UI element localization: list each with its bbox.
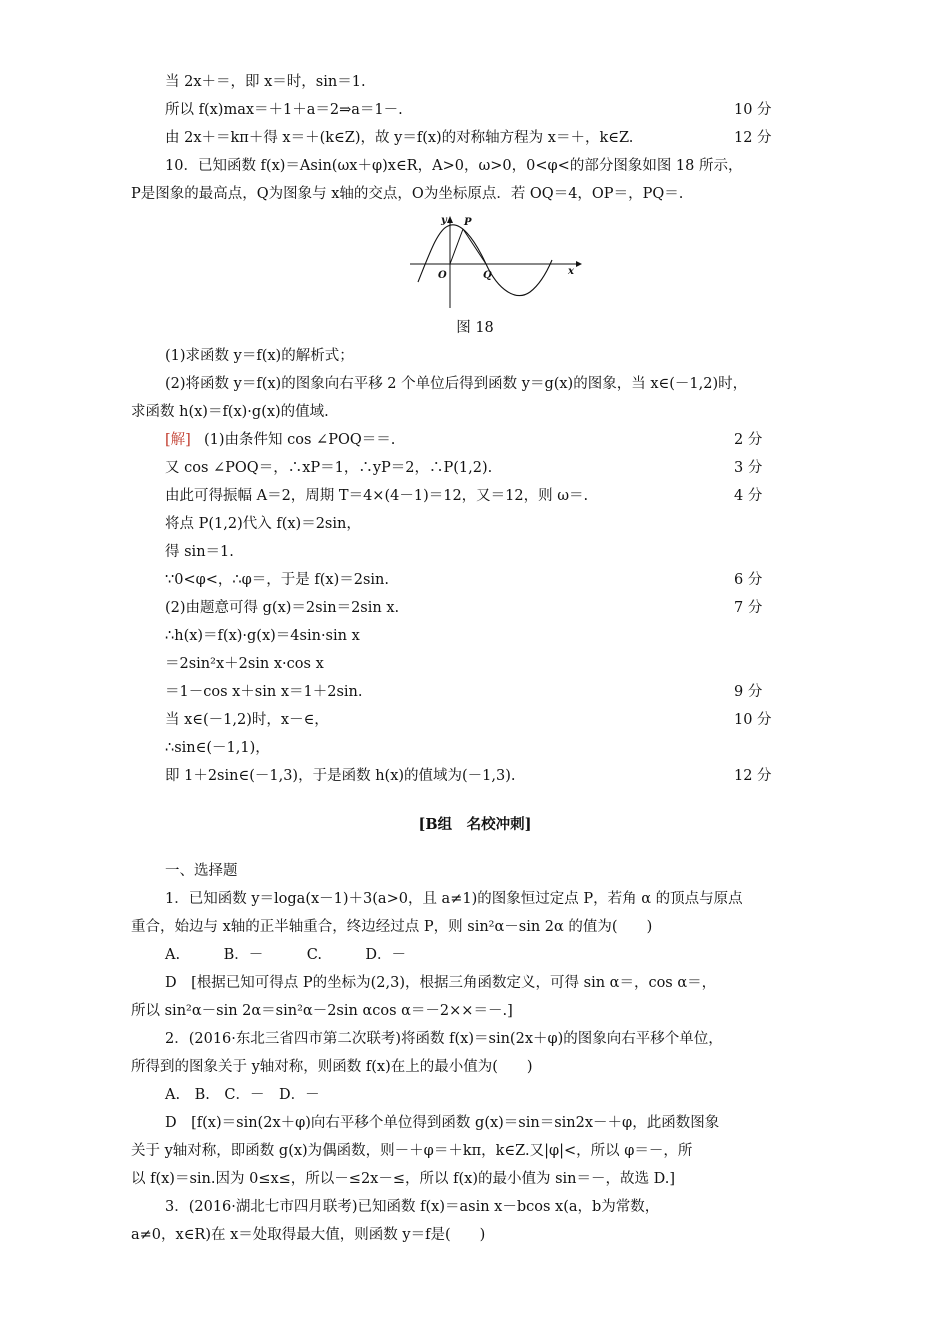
- solution-line-2: 又 cos ∠POQ＝，∴xP＝1，∴yP＝2，∴P(1,2).: [165, 460, 493, 476]
- solution-line-9: ＝2sin²x＋2sin x·cos x: [165, 656, 324, 672]
- question-10-sub-2-line-1: (2)将函数 y＝f(x)的图象向右平移 2 个单位后得到函数 y＝g(x)的图象，当 x∈(－1,2)时，: [165, 376, 748, 392]
- question-2-options: A. B. C．－ D．－: [165, 1087, 320, 1103]
- solution-line-13: 即 1＋2sin∈(－1,3)，于是函数 h(x)的值域为(－1,3).: [165, 768, 516, 784]
- solution-tag: [解]: [165, 432, 191, 448]
- solution-line-10: ＝1－cos x＋sin x＝1＋2sin.: [165, 684, 363, 700]
- segment-op: [450, 229, 463, 264]
- solution-line-4: 将点 P(1,2)代入 f(x)＝2sin，: [165, 516, 361, 532]
- solution-line-6: ∵0<φ<，∴φ＝，于是 f(x)＝2sin.: [165, 572, 389, 588]
- part-title: 一、选择题: [165, 863, 238, 879]
- question-1-line-2: 重合，始边与 x轴的正半轴重合，终边经过点 P，则 sin²α－sin 2α 的值为( ): [131, 919, 653, 935]
- solution-line-5: 得 sin＝1.: [165, 544, 234, 560]
- figure-caption: 图 18: [456, 320, 494, 336]
- solution-line-1: (1)由条件知 cos ∠POQ＝＝.: [204, 432, 396, 448]
- label-x: x: [568, 266, 574, 277]
- label-o: O: [438, 270, 447, 281]
- answer-2-line-2: 关于 y轴对称，即函数 g(x)为偶函数，则－＋φ＝＋kπ，k∈Z.又|φ|<，所以 φ＝－，所: [131, 1143, 693, 1159]
- line-top-1: 当 2x＋＝，即 x＝时，sin＝1.: [165, 74, 366, 90]
- solution-points-11: 10 分: [734, 712, 772, 728]
- label-y: y: [441, 215, 447, 226]
- question-2-line-1: 2．(2016·东北三省四市第二次联考)将函数 f(x)＝sin(2x＋φ)的图象向右平移个单位，: [165, 1031, 723, 1047]
- solution-line-8: ∴h(x)＝f(x)·g(x)＝4sin·sin x: [165, 628, 360, 644]
- question-2-line-2: 所得到的图象关于 y轴对称，则函数 f(x)在上的最小值为( ): [131, 1059, 533, 1075]
- y-axis-arrow: [447, 216, 453, 223]
- question-10-sub-1: (1)求函数 y＝f(x)的解析式；: [165, 348, 354, 364]
- solution-points-2: 3 分: [734, 460, 763, 476]
- answer-2-line-1: D [f(x)＝sin(2x＋φ)向右平移个单位得到函数 g(x)＝sin＝sin2x－＋φ，此函数图象: [165, 1115, 720, 1131]
- solution-points-3: 4 分: [734, 488, 763, 504]
- figure-18-graph: [408, 212, 583, 312]
- solution-points-10: 9 分: [734, 684, 763, 700]
- solution-line-12: ∴sin∈(－1,1)，: [165, 740, 270, 756]
- sine-curve: [418, 225, 552, 296]
- line-top-3: 由 2x＋＝kπ＋得 x＝＋(k∈Z)，故 y＝f(x)的对称轴方程为 x＝＋，k∈Z.: [165, 130, 634, 146]
- line-top-2: 所以 f(x)max＝＋1＋a＝2⇒a＝1－.: [165, 102, 403, 118]
- question-3-line-2: a≠0，x∈R)在 x＝处取得最大值，则函数 y＝f是( ): [131, 1227, 486, 1243]
- solution-points-13: 12 分: [734, 768, 772, 784]
- solution-points-6: 6 分: [734, 572, 763, 588]
- section-title: [B组 名校冲刺]: [418, 816, 532, 833]
- question-10-sub-2-line-2: 求函数 h(x)＝f(x)·g(x)的值域.: [131, 404, 329, 420]
- question-10-line-2: P是图象的最高点，Q为图象与 x轴的交点，O为坐标原点．若 OQ＝4，OP＝，PQ＝.: [131, 186, 684, 202]
- answer-2-line-3: 以 f(x)＝sin.因为 0≤x≤，所以－≤2x－≤，所以 f(x)的最小值为 sin＝－，故选 D.]: [131, 1171, 675, 1187]
- points-top-3: 12 分: [734, 130, 772, 146]
- label-q: Q: [483, 270, 492, 281]
- question-1-options: A. B．－ C. D．－: [165, 947, 407, 963]
- solution-line-3: 由此可得振幅 A＝2，周期 T＝4×(4－1)＝12，又＝12，则 ω＝.: [165, 488, 589, 504]
- solution-line-7: (2)由题意可得 g(x)＝2sin＝2sin x.: [165, 600, 400, 616]
- label-p: P: [464, 217, 472, 228]
- x-axis-arrow: [576, 261, 582, 267]
- question-10-line-1: 10．已知函数 f(x)＝Asin(ωx＋φ)x∈R，A>0，ω>0，0<φ<的部分图象如图 18 所示，: [165, 158, 743, 174]
- solution-line-11: 当 x∈(－1,2)时，x－∈，: [165, 712, 329, 728]
- question-1-line-1: 1．已知函数 y＝loga(x－1)＋3(a>0，且 a≠1)的图象恒过定点 P，若角 α 的顶点与原点: [165, 891, 743, 907]
- answer-1-line-2: 所以 sin²α－sin 2α＝sin²α－2sin αcos α＝－2××＝－.]: [131, 1003, 513, 1019]
- answer-1-line-1: D [根据已知可得点 P的坐标为(2,3)，根据三角函数定义，可得 sin α＝，cos α＝，: [165, 975, 717, 991]
- solution-points-7: 7 分: [734, 600, 763, 616]
- solution-points-1: 2 分: [734, 432, 763, 448]
- points-top-2: 10 分: [734, 102, 772, 118]
- segment-pq: [463, 229, 486, 264]
- question-3-line-1: 3．(2016·湖北七市四月联考)已知函数 f(x)＝asin x－bcos x(a，b为常数，: [165, 1199, 660, 1215]
